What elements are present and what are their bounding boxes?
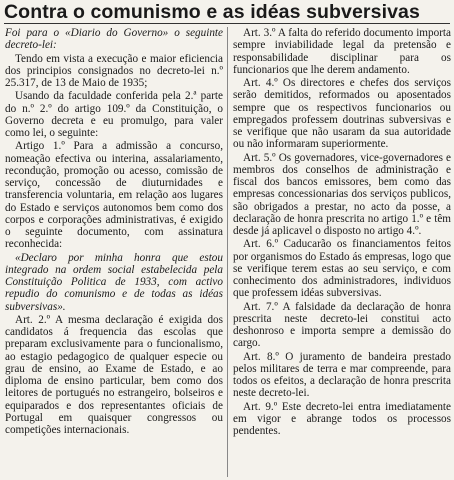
column-divider xyxy=(227,27,228,477)
right-column xyxy=(233,27,451,477)
article-8: Art. 8.º O juramento de bandeira prestado pelos militares de terra e mar compreende, para todos os efeitos, a declaração de honra prescrita neste decreto-lei. xyxy=(233,350,451,400)
article-7: Art. 7.º A falsidade da declaração de honra prescrita neste decreto-lei constitui acto deshonroso e importa sempre a demissão do cargo. xyxy=(233,300,451,350)
enactment-paragraph: Usando da faculdade conferida pela 2.ª parte do n.º 2.º do artigo 109.º da Constituição, o Governo decreta e eu promulgo, para valer como lei, o seguinte: xyxy=(5,90,223,139)
intro-paragraph: Foi para o «Diario do Governo» o seguinte decreto-lei: xyxy=(5,27,223,52)
article-6: Art. 6.º Caducarão os financiamentos feitos por organismos do Estado ás empresas, logo que se verifique terem estas ao seu serviço, e com conhecimento dos administradores, individuos que professem idéas subversivas. xyxy=(233,238,451,300)
article-1: Artigo 1.º Para a admissão a concurso, nomeação efectiva ou interina, assalariamento, recondução, promoção ou acesso, comissão de serviço, concessão de diuturnidades e transferencia voluntaria, em relação aos lugares do Estado e serviços autonomos bem como dos corpos e corporações administrativas, é exigido o seguinte documento, com assinatura reconhecida: xyxy=(5,140,223,251)
left-column xyxy=(5,27,223,477)
article-5: Art. 5.º Os governadores, vice-governadores e membros dos conselhos de administração e fiscal dos bancos emissores, bem como das empresas concessionarias dos serviços publicos, são obrigados a prestar, no acto da posse, a declaração de honra prescrita no artigo 1.º e têm desde já aplicavel o disposto no artigo 4.º. xyxy=(233,151,451,237)
preamble-paragraph: Tendo em vista a execução e maior eficiencia dos principios consignados no decreto-lei n.º 25.317, de 13 de Maio de 1935; xyxy=(5,52,223,89)
headline: Contra o comunismo e as idéas subversivas xyxy=(4,1,420,23)
headline-rule xyxy=(4,23,450,24)
article-3: Art. 3.º A falta do referido documento importa sempre inviabilidade legal da pretensão e responsabilidade disciplinar para os funcionarios que lhe derem andamento. xyxy=(233,27,451,76)
declaration-quote: «Declaro por minha honra que estou integrado na ordem social estabelecida pela Constituição Politica de 1933, com activo repudio do comunismo e de todas as idéas subversivas». xyxy=(5,251,223,313)
article-2: Art. 2.º A mesma declaração é exigida dos candidatos á frequencia das escolas que preparam exclusivamente para o funcionalismo, ao estagio pedagogico de qualquer especie ou grau de ensino, ao Exame de Estado, e ao diploma de ensino particular, bem como dos leitores de portugués no estrangeiro, bolseiros e equiparados e dos representantes oficiais de Portugal em quaisquer congressos ou competições internacionais. xyxy=(5,313,223,436)
article-9: Art. 9.º Este decreto-lei entra imediatamente em vigor e abrange todos os processos pendentes. xyxy=(233,400,451,437)
article-4: Art. 4.º Os directores e chefes dos serviços serão demitidos, reformados ou aposentados sempre que os respectivos funcionarios ou empregados professem doutrinas subversivas e se verifique que não usaram da sua autoridade ou não informaram superiormente. xyxy=(233,77,451,151)
